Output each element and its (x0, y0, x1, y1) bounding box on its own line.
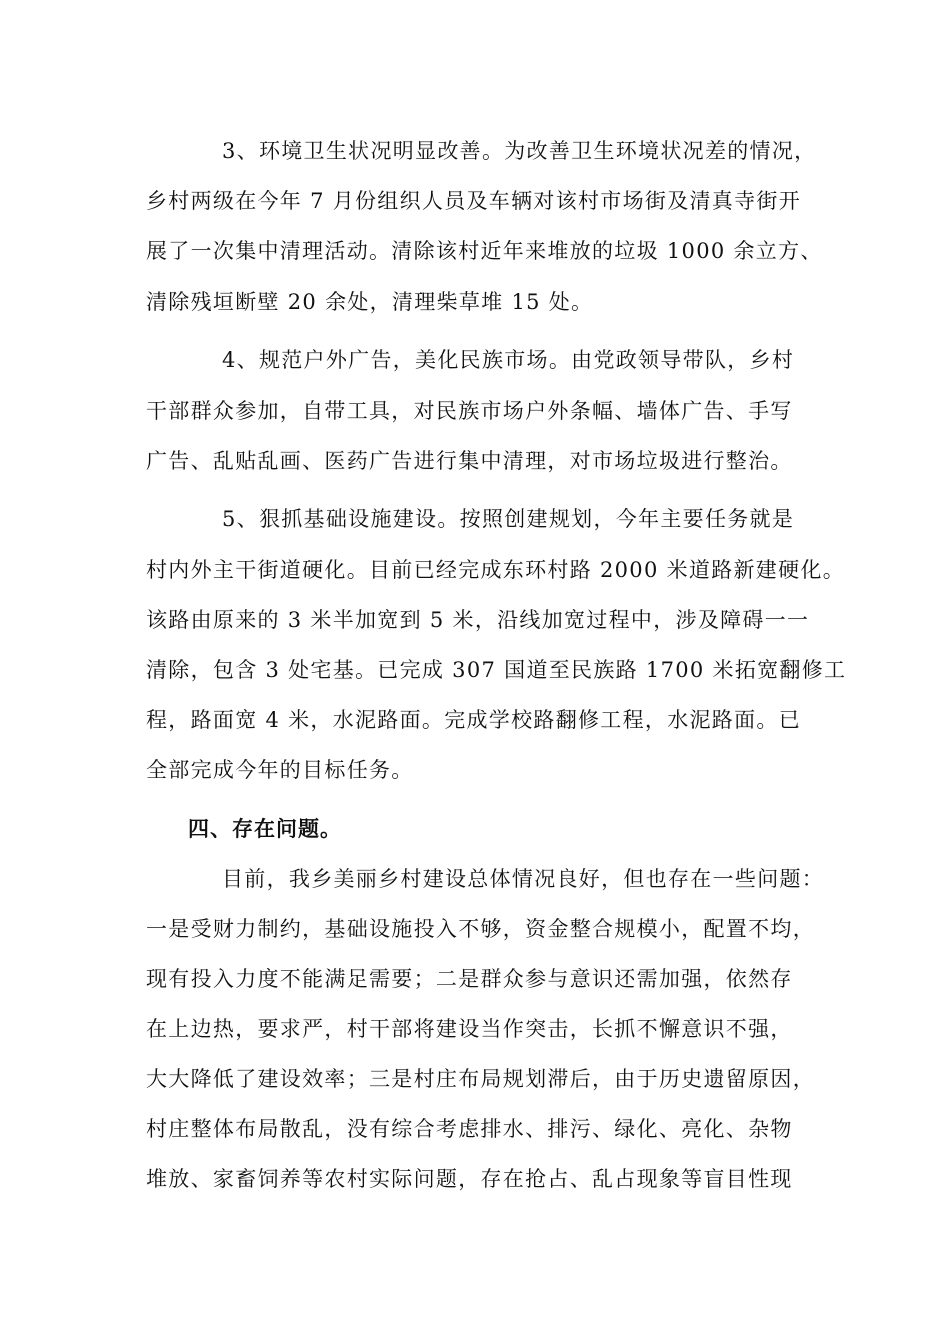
problems-line-7: 堆放、家畜饲养等农村实际问题，存在抢占、乱占现象等盲目性现 (146, 1167, 793, 1191)
problems-line-3: 现有投入力度不能满足需要；二是群众参与意识还需加强，依然存 (146, 967, 793, 991)
paragraph-4-line-2: 干部群众参加，自带工具，对民族市场户外条幅、墙体广告、手写 (146, 399, 793, 423)
paragraph-5-line-3: 该路由原来的 3 米半加宽到 5 米，沿线加宽过程中，涉及障碍一一 (146, 608, 810, 632)
paragraph-3-line-2: 乡村两级在今年 7 月份组织人员及车辆对该村市场街及清真寺街开 (146, 189, 802, 213)
paragraph-3-line-3: 展了一次集中清理活动。清除该村近年来堆放的垃圾 1000 余立方、 (146, 239, 823, 263)
paragraph-3-line-1: 3、环境卫生状况明显改善。为改善卫生环境状况差的情况， (222, 139, 817, 163)
paragraph-5-line-4: 清除，包含 3 处宅基。已完成 307 国道至民族路 1700 米拓宽翻修工 (146, 658, 847, 682)
problems-line-5: 大大降低了建设效率；三是村庄布局规划滞后，由于历史遗留原因， (146, 1067, 815, 1091)
paragraph-4-line-1: 4、规范户外广告，美化民族市场。由党政领导带队，乡村 (222, 348, 795, 372)
problems-line-1: 目前，我乡美丽乡村建设总体情况良好，但也存在一些问题： (222, 867, 825, 891)
paragraph-5-line-5: 程，路面宽 4 米，水泥路面。完成学校路翻修工程，水泥路面。已 (146, 708, 802, 732)
paragraph-5-line-2: 村内外主干街道硬化。目前已经完成东环村路 2000 米道路新建硬化。 (146, 558, 845, 582)
paragraph-4-line-3: 广告、乱贴乱画、医药广告进行集中清理，对市场垃圾进行整治。 (146, 449, 793, 473)
paragraph-5-line-1: 5、狠抓基础设施建设。按照创建规划，今年主要任务就是 (222, 507, 795, 531)
paragraph-3-line-4: 清除残垣断壁 20 余处，清理柴草堆 15 处。 (146, 290, 594, 314)
section-4-heading: 四、存在问题。 (188, 817, 342, 841)
problems-line-4: 在上边热，要求严，村干部将建设当作突击，长抓不懈意识不强， (146, 1017, 793, 1041)
problems-line-6: 村庄整体布局散乱，没有综合考虑排水、排污、绿化、亮化、杂物 (146, 1117, 793, 1141)
paragraph-5-line-6: 全部完成今年的目标任务。 (146, 758, 414, 782)
problems-line-2: 一是受财力制约，基础设施投入不够，资金整合规模小，配置不均， (146, 917, 815, 941)
